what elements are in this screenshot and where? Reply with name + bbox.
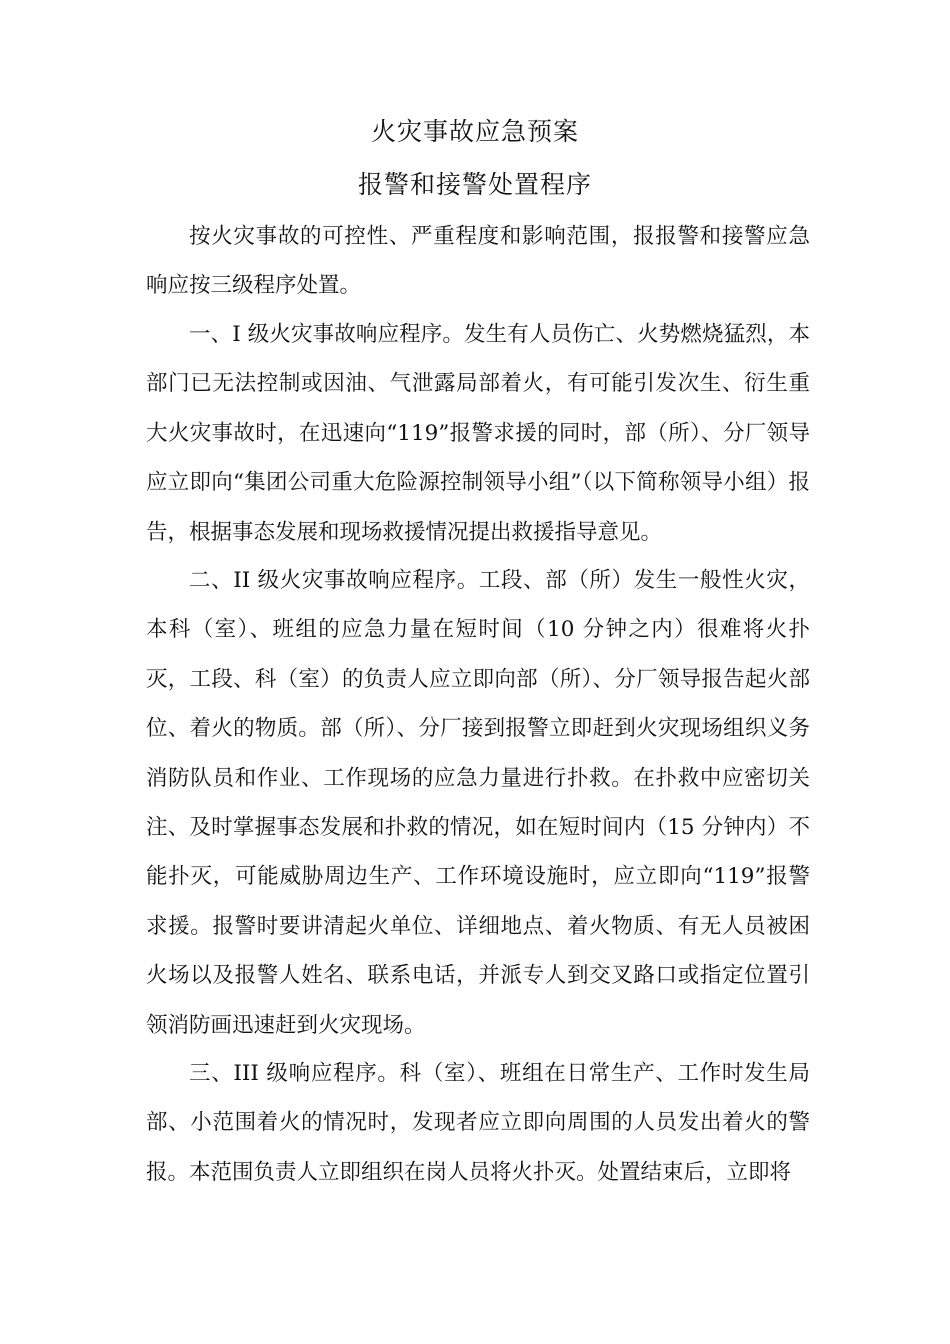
- document-title: 火灾事故应急预案: [370, 117, 579, 146]
- paragraph-level-1: 一、I 级火灾事故响应程序。发生有人员伤亡、火势燃烧猛烈，本部门已无法控制或因油、气泄露局部着火，有可能引发次生、衍生重大火灾事故时，在迅速向“119”报警求援的同时，部（所）、分厂领导应立即向“集团公司重大危险源控制领导小组”（以下简称领导小组）报告，根据事态发展和现场救援情况提出救援指导意见。: [146, 322, 810, 545]
- paragraph-level-2: 二、II 级火灾事故响应程序。工段、部（所）发生一般性火灾，本科（室）、班组的应急力量在短时间（10 分钟之内）很难将火扑灭，工段、科（室）的负责人应立即向部（所）、分厂领导报告起火部位、着火的物质。部（所）、分厂接到报警立即赶到火灾现场组织义务消防队员和作业、工作现场的应急力量进行扑救。在扑救中应密切关注、及时掌握事态发展和扑救的情况，如在短时间内（15 分钟内）不能扑灭，可能威胁周边生产、工作环境设施时，应立即向“119”报警求援。报警时要讲清起火单位、详细地点、着火物质、有无人员被困火场以及报警人姓名、联系电话，并派专人到交叉路口或指定位置引领消防画迅速赶到火灾现场。: [146, 568, 810, 1038]
- document-subtitle: 报警和接警处置程序: [357, 170, 592, 199]
- paragraph-intro: 按火灾事故的可控性、严重程度和影响范围，报报警和接警应急响应按三级程序处置。: [146, 224, 810, 299]
- paragraph-level-3: 三、III 级响应程序。科（室）、班组在日常生产、工作时发生局部、小范围着火的情况时，发现者应立即向周围的人员发出着火的警报。本范围负责人立即组织在岗人员将火扑灭。处置结束后，立即将: [146, 1061, 810, 1185]
